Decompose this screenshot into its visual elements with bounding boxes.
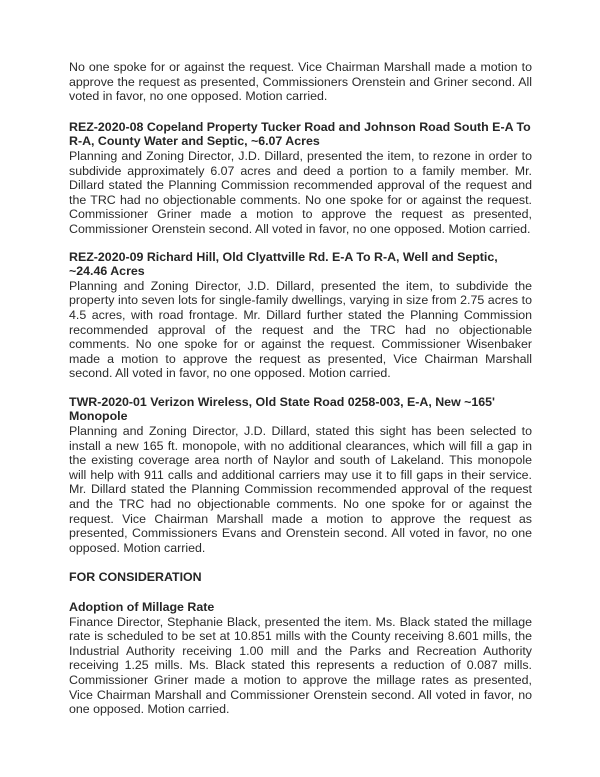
item-title: Adoption of Millage Rate bbox=[69, 600, 215, 614]
intro-paragraph: No one spoke for or against the request. Vice Chairman Marshall made a motion to approve the request as presented, Commissioners Orenstein and Griner second. All voted in favor, no one opposed. Motion carried. bbox=[69, 60, 532, 104]
item-body: Planning and Zoning Director, J.D. Dillard, presented the item, to rezone in order to subdivide approximately 6.07 acres and deed a portion to a family member. Mr. Dillard stated the Planning Commission recommended approval of the request and the TRC had no objectionable comments. No one spoke for or against the request. Commissioner Griner made a motion to approve the request as presented, Commissioner Orenstein second. All voted in favor, no one opposed. Motion carried. bbox=[69, 148, 532, 236]
section-heading-for-consideration: FOR CONSIDERATION bbox=[69, 570, 202, 585]
document-page bbox=[69, 60, 532, 717]
item-title: REZ-2020-08 Copeland Property Tucker Road and Johnson Road South E-A To R-A, County Water and Septic, ~6.07 Acres bbox=[69, 119, 531, 149]
agenda-item-rez-2020-08 bbox=[69, 120, 532, 237]
agenda-item-rez-2020-09 bbox=[69, 250, 532, 381]
item-title: REZ-2020-09 Richard Hill, Old Clyattville Rd. E-A To R-A, Well and Septic, ~24.46 Acres bbox=[69, 249, 498, 279]
agenda-item-millage-rate bbox=[69, 600, 532, 717]
item-body: Planning and Zoning Director, J.D. Dillard, presented the item, to subdivide the property into seven lots for single-family dwellings, varying in size from 2.75 acres to 4.5 acres, with road frontage. Mr. Dillard further stated the Planning Commission recommended approval of the request and the TRC had no objectionable comments. No one spoke for or against the request. Commissioner Wisenbaker made a motion to approve the request as presented, Vice Chairman Marshall second. All voted in favor, no one opposed. Motion carried. bbox=[69, 278, 532, 381]
item-body: Finance Director, Stephanie Black, presented the item. Ms. Black stated the millage rate is scheduled to be set at 10.851 mills with the County receiving 8.601 mills, the Industrial Authority receiving 1.00 mill and the Parks and Recreation Authority receiving 1.25 mills. Ms. Black stated this represents a reduction of 0.087 mills. Commissioner Griner made a motion to approve the millage rates as presented, Vice Chairman Marshall and Commissioner Orenstein second. All voted in favor, no one opposed. Motion carried. bbox=[69, 614, 532, 717]
item-title: TWR-2020-01 Verizon Wireless, Old State Road 0258-003, E-A, New ~165' Monopole bbox=[69, 394, 496, 424]
item-body: Planning and Zoning Director, J.D. Dillard, stated this sight has been selected to install a new 165 ft. monopole, with no additional clearances, which will fill a gap in the existing coverage area north of Naylor and south of Lakeland. This monopole will help with 911 calls and additional carriers may use it to fill gaps in their service. Mr. Dillard stated the Planning Commission recommended approval of the request and the TRC had no objectionable comments. No one spoke for or against the request. Vice Chairman Marshall made a motion to approve the request as presented, Commissioners Evans and Orenstein second. All voted in favor, no one opposed. Motion carried. bbox=[69, 424, 532, 555]
agenda-item-twr-2020-01 bbox=[69, 395, 532, 556]
